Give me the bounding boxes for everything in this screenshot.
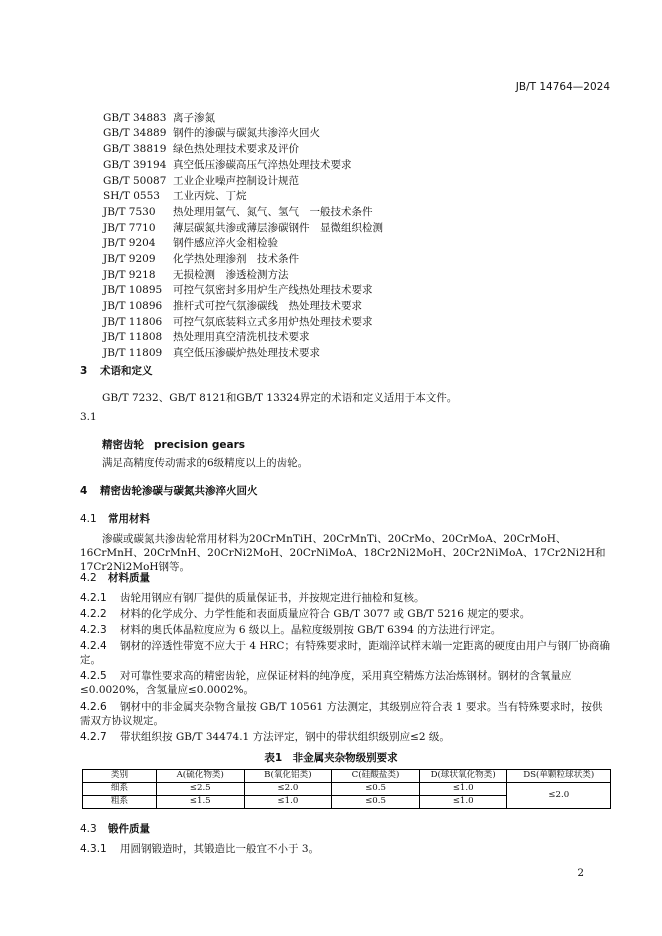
reference-title: 化学热处理渗剂 技术条件: [173, 252, 299, 265]
term-definition: 满足高精度传动需求的6级精度以上的齿轮。: [102, 457, 309, 469]
reference-title: 工业丙烷、丁烷: [173, 190, 247, 203]
reference-title: 钢件的渗碳与碳氮共渗淬火回火: [173, 127, 320, 140]
table-cell: ≤1.0: [244, 796, 332, 809]
clause-4-3-1: [80, 842, 610, 856]
reference-item: [103, 157, 623, 173]
section-4-1-heading: [80, 512, 150, 526]
clause-number: 4.2: [80, 572, 97, 584]
material-clause: [80, 730, 610, 744]
clause-title: 常用材料: [108, 513, 150, 525]
reference-code: JB/T 11809: [103, 347, 163, 360]
reference-title: 推杆式可控气氛渗碳线 热处理技术要求: [173, 300, 362, 312]
table-header-cell: 类别: [83, 770, 157, 783]
clause-title: 材料质量: [108, 572, 150, 584]
term-english: precision gears: [154, 439, 245, 451]
reference-title: 薄层碳氮共渗或薄层渗碳钢件 显微组织检测: [173, 221, 383, 234]
section-title: 精密齿轮渗碳与碳氮共渗淬火回火: [100, 485, 258, 497]
reference-title: 热处理用氩气、氮气、氢气 一般技术条件: [173, 205, 373, 218]
section-3-heading: [80, 364, 153, 378]
clause-text: 带状组织按 GB/T 34474.1 方法评定，钢中的带状组织级别应≤2 级。: [120, 731, 450, 743]
section-number: 3: [80, 365, 88, 377]
reference-item: [103, 330, 623, 346]
reference-code: SH/T 0553: [103, 190, 160, 203]
material-clause: [80, 700, 610, 728]
reference-item: [103, 141, 623, 157]
normative-references-list: [103, 110, 623, 361]
table-header-cell: D(球状氧化物类): [419, 770, 507, 783]
reference-title: 可控气氛底装料立式多用炉热处理技术要求: [173, 315, 373, 328]
table-cell-ds: ≤2.0: [507, 783, 611, 809]
clause-number: 4.2.4: [80, 640, 107, 652]
reference-item: [103, 345, 623, 361]
table-header-cell: A(硫化物类): [156, 770, 244, 783]
reference-title: 无损检测 渗透检测方法: [173, 268, 289, 281]
table-cell: ≤2.5: [156, 783, 244, 796]
table-cell: ≤0.5: [332, 796, 420, 809]
reference-item: [103, 110, 623, 126]
reference-item: [103, 236, 623, 252]
reference-code: GB/T 50087: [103, 174, 167, 187]
reference-item: [103, 314, 623, 330]
material-clause: [80, 669, 610, 697]
reference-title: 真空低压渗碳高压气淬热处理技术要求: [173, 158, 352, 171]
reference-code: GB/T 34889: [103, 127, 167, 140]
clause-number: 4.3.1: [80, 843, 107, 855]
reference-item: [103, 173, 623, 189]
table-cell: ≤1.5: [156, 796, 244, 809]
table-header-cell: B(氧化铝类): [244, 770, 332, 783]
table-header-cell: C(硅酸盐类): [332, 770, 420, 783]
material-clause: [80, 623, 610, 637]
table-cell: ≤1.0: [419, 783, 507, 796]
reference-item: [103, 220, 623, 236]
reference-code: JB/T 9218: [103, 268, 156, 281]
reference-code: JB/T 7710: [103, 221, 156, 234]
clause-number: 4.2.3: [80, 624, 107, 636]
section-4-3-heading: [80, 822, 150, 836]
reference-title: 热处理用真空清洗机技术要求: [173, 331, 310, 344]
reference-code: GB/T 38819: [103, 143, 167, 156]
section-number: 4: [80, 485, 88, 497]
material-clause: [80, 591, 610, 605]
page-number: 2: [577, 867, 584, 879]
section-4-2-heading: [80, 571, 150, 585]
table-cell: ≤0.5: [332, 783, 420, 796]
reference-item: [103, 267, 623, 283]
clause-number: 4.2.1: [80, 592, 107, 604]
table-cell: 粗系: [83, 796, 157, 809]
reference-code: JB/T 10895: [103, 284, 163, 297]
reference-item: [103, 251, 623, 267]
clause-number: 4.2.5: [80, 670, 107, 682]
clause-number: 4.1: [80, 513, 97, 525]
clause-number: 4.2.6: [80, 701, 107, 713]
clause-text: 材料的奥氏体晶粒度应为 6 级以上。晶粒度级别按 GB/T 6394 的方法进行评定。: [120, 624, 502, 636]
table-header-row: [83, 770, 611, 783]
clause-text: 材料的化学成分、力学性能和表面质量应符合 GB/T 3077 或 GB/T 5216 规定的要求。: [120, 608, 531, 620]
reference-title: 离子渗氮: [173, 111, 215, 124]
reference-code: JB/T 7530: [103, 205, 156, 218]
section-title: 术语和定义: [100, 365, 153, 377]
reference-title: 可控气氛密封多用炉生产线热处理技术要求: [173, 284, 373, 297]
table-header-cell: DS(单颗粒球状类): [507, 770, 611, 783]
clause-number: 4.3: [80, 823, 97, 835]
reference-item: [103, 204, 623, 220]
reference-code: JB/T 11808: [103, 331, 163, 344]
clause-text: 齿轮用钢应有钢厂提供的质量保证书，并按规定进行抽检和复核。: [120, 592, 425, 604]
reference-item: [103, 298, 623, 314]
table-row: [83, 783, 611, 796]
reference-code: JB/T 11806: [103, 315, 163, 328]
term-entry: [102, 438, 632, 452]
reference-item: [103, 283, 623, 299]
material-clause: [80, 639, 610, 667]
term-number: 3.1: [80, 411, 97, 423]
clause-text: 用圆钢锻造时，其锻造比一般宜不小于 3。: [120, 843, 320, 855]
inclusion-grade-table: [82, 769, 611, 809]
materials-paragraph: 渗碳或碳氮共渗齿轮常用材料为20CrMnTiH、20CrMnTi、20CrMo、20CrMoA、20CrMoH、16CrMnH、20CrMnH、20CrNi2MoH、20CrNiMoA、18Cr2Ni2MoH、20Cr2NiMoA、17Cr2Ni2H和17Cr2Ni2MoH钢等。: [80, 533, 606, 574]
standard-code: JB/T 14764—2024: [515, 81, 610, 93]
reference-code: GB/T 39194: [103, 158, 167, 171]
clause-text: 对可靠性要求高的精密齿轮，应保证材料的纯净度，采用真空精炼方法冶炼钢材。钢材的含氧量应≤0.0020%，含氢量应≤0.0002%。: [80, 670, 572, 697]
section-4-heading: [80, 484, 258, 498]
clause-number: 4.2.2: [80, 608, 107, 620]
clause-text: 钢材中的非金属夹杂物含量按 GB/T 10561 方法测定，其级别应符合表 1 要求。当有特殊要求时，按供需双方协议规定。: [80, 701, 603, 728]
material-clause: [80, 607, 610, 621]
reference-code: JB/T 10896: [103, 300, 163, 312]
reference-item: [103, 188, 623, 204]
reference-code: JB/T 9209: [103, 252, 156, 265]
reference-title: 钢件感应淬火金相检验: [173, 237, 278, 250]
section-3-intro: GB/T 7232、GB/T 8121和GB/T 13324界定的术语和定义适用于本文件。: [102, 392, 458, 404]
table-cell: ≤1.0: [419, 796, 507, 809]
reference-item: [103, 126, 623, 142]
reference-code: JB/T 9204: [103, 237, 156, 250]
clause-text: 钢材的淬透性带宽不应大于 4 HRC；有特殊要求时，距端淬试样末端一定距离的硬度由用户与钢厂协商确定。: [80, 640, 610, 667]
table-cell: ≤2.0: [244, 783, 332, 796]
reference-code: GB/T 34883: [103, 111, 167, 124]
reference-title: 真空低压渗碳炉热处理技术要求: [173, 347, 320, 360]
term-chinese: 精密齿轮: [102, 439, 144, 451]
table-cell: 细系: [83, 783, 157, 796]
table-1-title: 表1 非金属夹杂物级别要求: [264, 752, 398, 764]
clause-title: 锻件质量: [108, 823, 150, 835]
clause-number: 4.2.7: [80, 731, 107, 743]
reference-title: 绿色热处理技术要求及评价: [173, 143, 299, 156]
reference-title: 工业企业噪声控制设计规范: [173, 174, 299, 187]
